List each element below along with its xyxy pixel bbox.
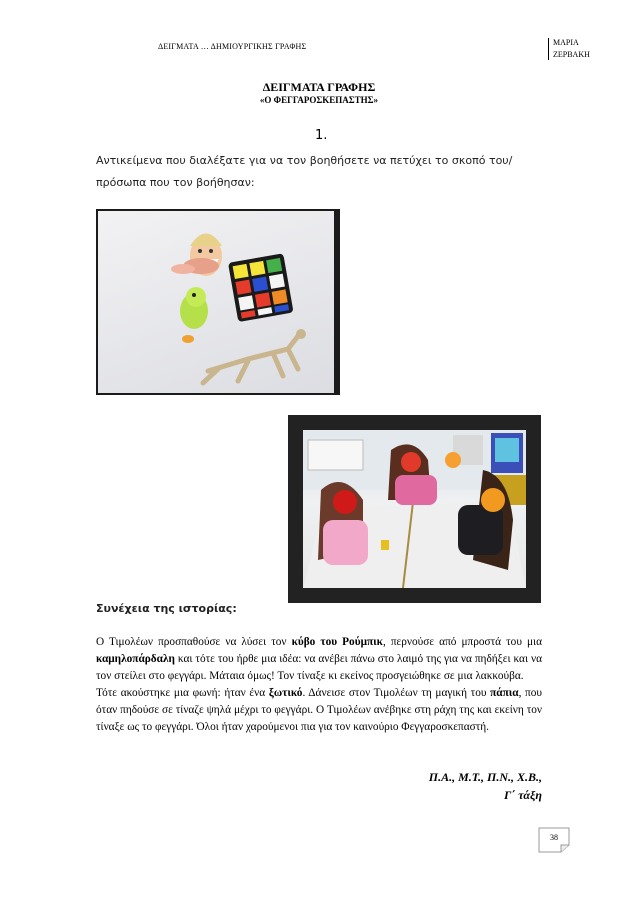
story-bold-term: καμηλοπάρδαλη <box>96 653 175 665</box>
story-paragraph-1 <box>96 634 542 685</box>
rubik-cube <box>228 253 294 322</box>
story-text-span: και τότε του ήρθε μια ιδέα: να ανέβει πάνω στο λαιμό της για να πηδήξει και να τον στείλει στο φεγγάρι. Μάταια όμως! Τον τίναξε κι εκείνος προσγειώθηκε σε μια λακκούβα. <box>96 653 542 682</box>
story-text-span: Ο Τιμολέων προσπαθούσε να λύσει τον <box>96 636 292 648</box>
intro-text <box>96 150 556 194</box>
author-last-name: ΖΕΡΒΑΚΗ <box>553 50 590 59</box>
story-paragraph-2 <box>96 685 542 736</box>
duck-toy <box>180 287 208 343</box>
small-cube <box>381 540 389 550</box>
gnome-toy <box>171 234 222 277</box>
giraffe-head <box>296 329 306 339</box>
page-number: 38 <box>550 833 558 842</box>
page-number-box <box>538 827 570 853</box>
story-text-span: . Δάνεισε στον Τιμολέων τη μαγική του <box>302 687 491 699</box>
toys-photo <box>96 209 340 395</box>
intro-line-1: Αντικείμενα που διαλέξατε για να τον βοηθήσετε να πετύχει το σκοπό του/ <box>96 154 513 167</box>
signature-authors: Π.Α., Μ.Τ., Π.Ν., Χ.Β., <box>428 770 542 784</box>
running-header-title: ΔΕΙΓΜΑΤΑ … ΔΗΜΙΟΥΡΓΙΚΗΣ ΓΡΑΦΗΣ <box>158 42 307 51</box>
toys-illustration <box>98 211 334 393</box>
classroom-photo <box>288 415 541 603</box>
running-header-author <box>553 37 590 61</box>
page-subtitle: «Ο ΦΕΓΓΑΡΟΣΚΕΠΑΣΤΗΣ» <box>259 95 379 105</box>
story-text <box>96 634 542 736</box>
giraffe-toy <box>203 336 298 383</box>
story-bold-term: πάπια <box>490 687 519 699</box>
story-bold-term: ξωτικό <box>268 687 303 699</box>
header-divider <box>548 38 549 60</box>
story-bold-term: κύβο του Ρούμπικ <box>291 636 383 648</box>
story-text-span: , που όταν πηδούσε σε τίναζε ψηλά μέχρι το φεγγάρι. Ο Τιμολέων ανέβηκε στη ράχη της και εκείνη τον τίναξε ως το φεγγάρι. Όλοι ήταν χαρούμενοι πια για τον καινούριο Φεγγαροσκεπαστή. <box>96 687 542 733</box>
story-heading: Συνέχεια της ιστορίας: <box>96 602 237 615</box>
page-title: ΔΕΙΓΜΑΤΑ ΓΡΑΦΗΣ <box>262 80 376 94</box>
story-text-span: , περνούσε από μπροστά του μια <box>382 636 542 648</box>
intro-line-2: πρόσωπα που τον βοήθησαν: <box>96 176 255 189</box>
classroom-illustration <box>303 430 526 588</box>
section-number: 1. <box>315 128 328 143</box>
signature-class: Γ΄ τάξη <box>503 788 542 802</box>
child-left <box>318 482 368 565</box>
author-first-name: ΜΑΡΙΑ <box>553 38 579 47</box>
story-text-span: Τότε ακούστηκε μια φωνή: ήταν ένα <box>96 687 269 699</box>
signature <box>429 768 542 804</box>
